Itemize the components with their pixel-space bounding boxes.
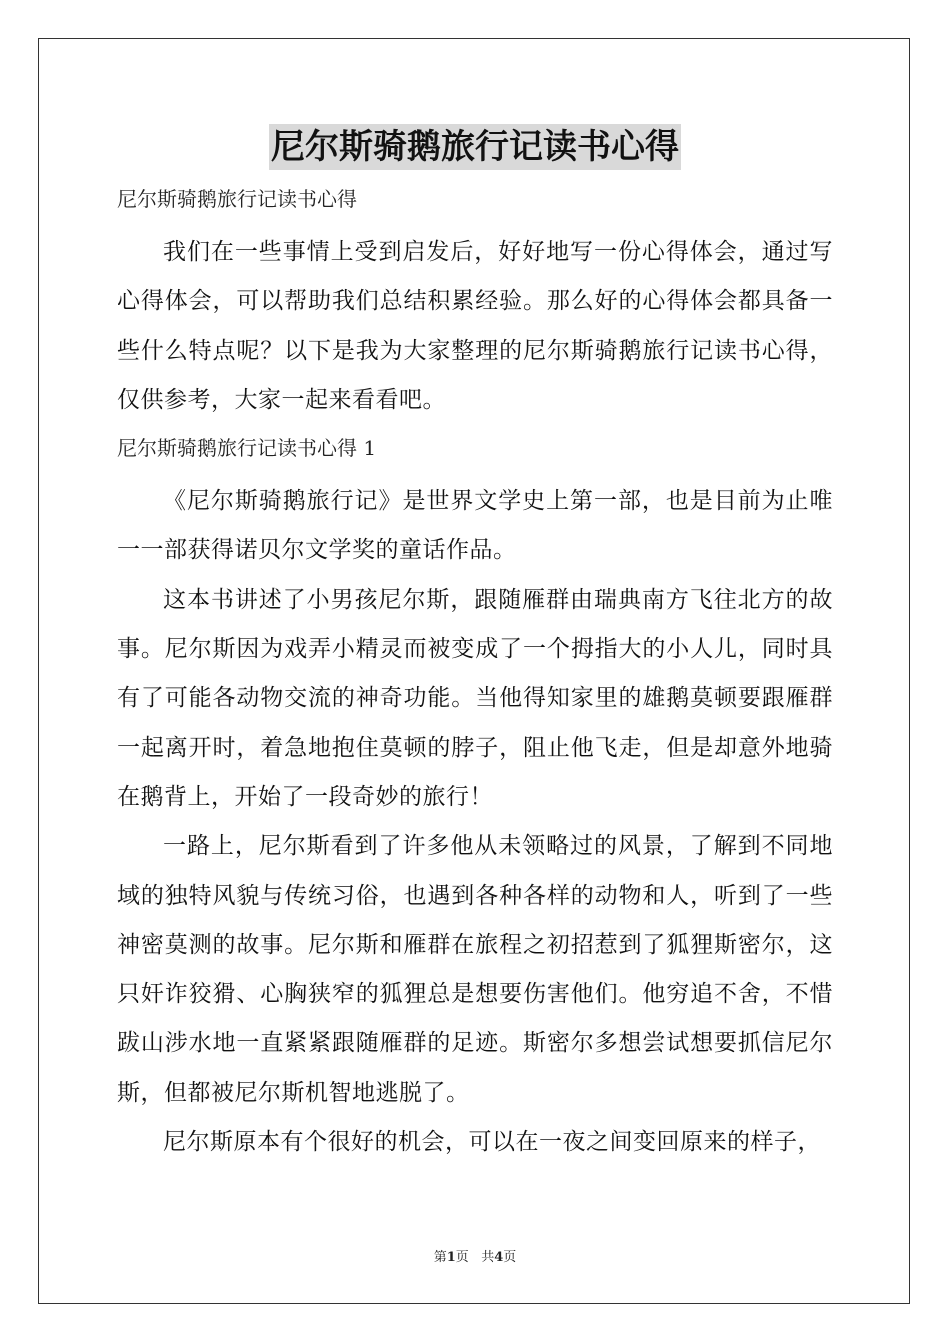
intro-paragraph: 我们在一些事情上受到启发后，好好地写一份心得体会，通过写心得体会，可以帮助我们总结积累经验。那么好的心得体会都具备一些什么特点呢？以下是我为大家整理的尼尔斯骑鹅旅行记读书心得，仅供参考，大家一起来看看吧。 <box>117 239 833 413</box>
body-paragraph-4: 尼尔斯原本有个很好的机会，可以在一夜之间变回原来的样子， <box>163 1129 821 1156</box>
total-prefix: 共 <box>481 1250 495 1265</box>
section-heading: 尼尔斯骑鹅旅行记读书心得 1 <box>117 436 377 461</box>
page-footer <box>0 1246 950 1265</box>
document-subtitle: 尼尔斯骑鹅旅行记读书心得 <box>117 187 357 211</box>
page-suffix: 页 <box>455 1250 469 1265</box>
title-container <box>0 124 950 170</box>
body-paragraph-3: 一路上，尼尔斯看到了许多他从未领略过的风景，了解到不同地域的独特风貌与传统习俗，也遇到各种各样的动物和人，听到了一些神密莫测的故事。尼尔斯和雁群在旅程之初招惹到了狐狸斯密尔，这只奸诈狡猾、心胸狭窄的狐狸总是想要伤害他们。他穷追不舍，不惜跋山涉水地一直紧紧跟随雁群的足迹。斯密尔多想尝试想要抓信尼尔斯，但都被尼尔斯机智地逃脱了。 <box>117 833 833 1106</box>
page-prefix: 第 <box>433 1250 447 1265</box>
total-suffix: 页 <box>503 1250 517 1265</box>
body-paragraph-1: 《尼尔斯骑鹅旅行记》是世界文学史上第一部，也是目前为止唯一一部获得诺贝尔文学奖的童话作品。 <box>117 488 833 564</box>
page-number-current: 1 <box>446 1250 456 1265</box>
page-number-total: 4 <box>494 1250 504 1265</box>
document-body <box>117 178 833 1167</box>
document-title: 尼尔斯骑鹅旅行记读书心得 <box>269 124 681 170</box>
body-paragraph-2: 这本书讲述了小男孩尼尔斯，跟随雁群由瑞典南方飞往北方的故事。尼尔斯因为戏弄小精灵而被变成了一个拇指大的小人儿，同时具有了可能各动物交流的神奇功能。当他得知家里的雄鹅莫顿要跟雁群一起离开时，着急地抱住莫顿的脖子，阻止他飞走，但是却意外地骑在鹅背上，开始了一段奇妙的旅行！ <box>117 586 833 810</box>
